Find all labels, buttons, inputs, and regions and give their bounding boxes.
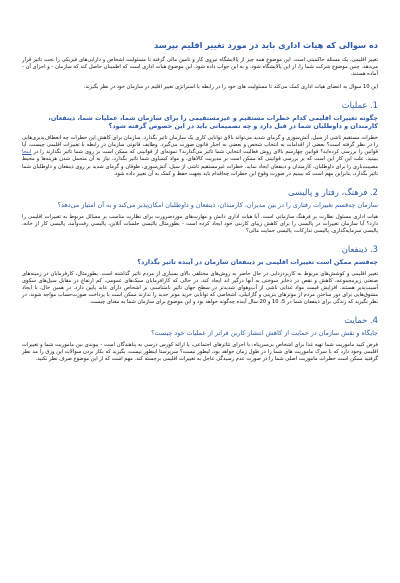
section-body-text: خطرات مستقیم ناشی از سیل، آتش‌سوزی و گرمای شدید می‌تواند بالای توانایی کاری یک سازمان تاثیر بگذارد. سازمان برای کاهش این خطرات چه انعطاف‌پذیری‌هایی را در نظر گرفته است؟ بعضی از اقدامات به انتخاب شخص و بعضی به اجبار قانون صورت می‌گیرد. وظایف قانونی سازمان در رابطه با تغییرات اقلیمی چیست، آیا قوانین را بررسی کرده‌اید؟ قوانین چهارسم بالای روش فعالیت انتخابی شما تاثیر می‌گذارند؟ نمونه‌ای از قوانینی که ممکن است بر روی شما تاثیر بگذارند را در (22, 134, 378, 156)
section-body: هیات اداری مسئول نظارت بر فرهنگ سازمانی است. آیا هیات اداری دانش و مهارت‌های موردضرورت برای نظارت مناسب بر مسائل مربوط به تغییرات اقلیمی را دارد؟ آیا سازمان تغییرات در پالیسی را برای کاهش زیبای کاربنی خود ایجاد کرده است - بطورمثال پالیسی جلسات آنلاین، پالیسی رفت‌وآمد، پالیسی کار از خانه، پالیسی سرمایه‌گذاری، پالیسی تدارکات، پالیسی حمایت مالی؟ (22, 213, 378, 234)
section-body: فرض کنید ماموریت شما تهیه غذا برای اشخاص بی‌سرپناه، یا اجرای تئاترهای اجتماعی، یا ارائه کورس درسی به پناهندگان است - پیوندی بین ماموریت شما و تغییرات اقلیمی وجود دارد که با سرک ماموریت های شما را در طول زمان خواهد بود، لیطور نیست؟ سرپرستا اینطور نیست، بگیرید که بکار بردن سوالات این ورق را مد نظر گرفتید ممکن است خطرات ماموریت اصلی شما را در صورت عدم رسیدگی عاجل به تغییرات اقلیمی برجسته کند. مهم است که از این موضوع صرف نظر نکنید. (22, 342, 378, 363)
section-body: تغییر اقلیمی و کوشش‌های مربوط به کاربرد‌زدایی در حال حاضر به روش‌های مختلفی بالای بسیاری از مردم تاثیر گذاشته است. بطورمثال، کارفرمایان در زمینه‌های صنعتی زیرمجموعه، کاهش و نقص در ذخایر سوختی به آنها درگیر اند ایجاد کند. در حالی که کارافرمایان سبک‌های عمومی، کم ارتفاع در مقابل سیل‌های سکوی آسیب‌پذیر هستند. افزایش قیمت مواد غذایی ناشی از آب‌وهوای شدیدتر در سطح جهان تاثیر نامتناسبی بر اشخاص دارای عاید پایین دارد. در همین حال، با ایجاد مشوق‌هایی برای دور ساختن مردم از موترهای بنزینی و گازانیلی، اشخاصی که توانایی خرید موتر جدید را ندارند ممکن است با پرداخت صورت‌حساب مواجه شوند. در نظر بگیرید که زندگی برای ذینفعان شما در 5، 10 و 20 سال آینده چه‌گونه خواهد بود و این موضوع برای سازمان شما به معنای چیست. (22, 270, 378, 306)
intro-paragraph-1: تغییر اقلیمی، یک مسئله حاکمیتی است. این موضوع همه چیز از پالایشگاه نیروی کار و تامین مالی گرفته تا مسئولیت اشخاص و دارایی‌های فیزیکی را تحت تاثیر قرار می‌دهد. چنین موضوع شرکت شما را، از این پالایشگاه شود. و به این جواب داده شود. این موضوع هیات اداری است که اطمینان حاصل کند که سازمان - و اجزای آن - آماده هستند. (22, 57, 378, 78)
document-title: ده سوالی که هیات اداری باید در مورد تغییر اقلیم بپرسد (154, 40, 378, 50)
section-question: چه‌قسم ممکن است تغییرات اقلیمی بر ذینفعان سازمان در آینده تاثیر بگذارد؟ (137, 257, 378, 266)
intro-paragraph-2: این 10 سوال به اعضای هیات اداری کمک می‌کند تا مسئولیت های خود را در رابطه با استراتژی تغییر اقلیم در سازمان خود در نظر بگیرند. (83, 83, 378, 90)
section-operations (22, 100, 378, 178)
section-beneficiaries (22, 244, 378, 306)
section-heading: 2. فرهنگ، رفتار و پالیسی (287, 186, 378, 197)
section-question: سازمان چه‌قسم تغییرات رفتاری را در بین مدیران، کارمندان، ذینفعان و داوطلبان امکان‌پذیر می‌کند و به آن امتیاز می‌دهد؟ (57, 200, 378, 209)
section-advocacy (22, 315, 378, 363)
section-question: چگونه تغییرات اقلیمی کدام خطرات مستقیم و غیرمستقیمی را برای سازمان شما، عملیات شما، ذینفعان، کارمندان و داوطلبان شما در قبل دارد و چه تصمیماتی باید در این خصوص گرفته شود؟ (48, 113, 378, 131)
section-body (22, 135, 378, 178)
section-question: جایگاه و نقش سازمان در حمایت از کاهش انتشار کاربن فراتر از عملیات خود چیست؟ (151, 329, 378, 338)
section-heading: 3. ذینفعان (341, 244, 378, 255)
section-heading: 4. حمایت (344, 315, 378, 326)
laws-link[interactable]: اینجا (22, 149, 32, 156)
section-culture-behaviour-policy (22, 187, 378, 235)
section-body-text-continued: ببینید. علت این کار این است که بر بررسی قوانینی که ممکن است بر مدیریت کالاهای، و مواد کیمیاوی شما تاثیر بگذارد، نیاز به آن متحمل شدن هزینه‌ها و محیط مصیبت‌باری را برای داوطلبان، کارمندان و ذینفعان ایجاد نماید. خطرات غیرمستقیم ناشی از سیل، آتش‌سوزی، طوفان و گرمای شدید بر روی ذینفعان و داوطلبان شما تاثیر بگذارد، بنابراین مهم است که ببینیم در صورت وقوع این خطرات چه‌اقدام باید بجهت حفظ و کمک به آن تغییر داده شود. (22, 156, 378, 177)
section-heading: 1. عملیات (341, 99, 378, 110)
